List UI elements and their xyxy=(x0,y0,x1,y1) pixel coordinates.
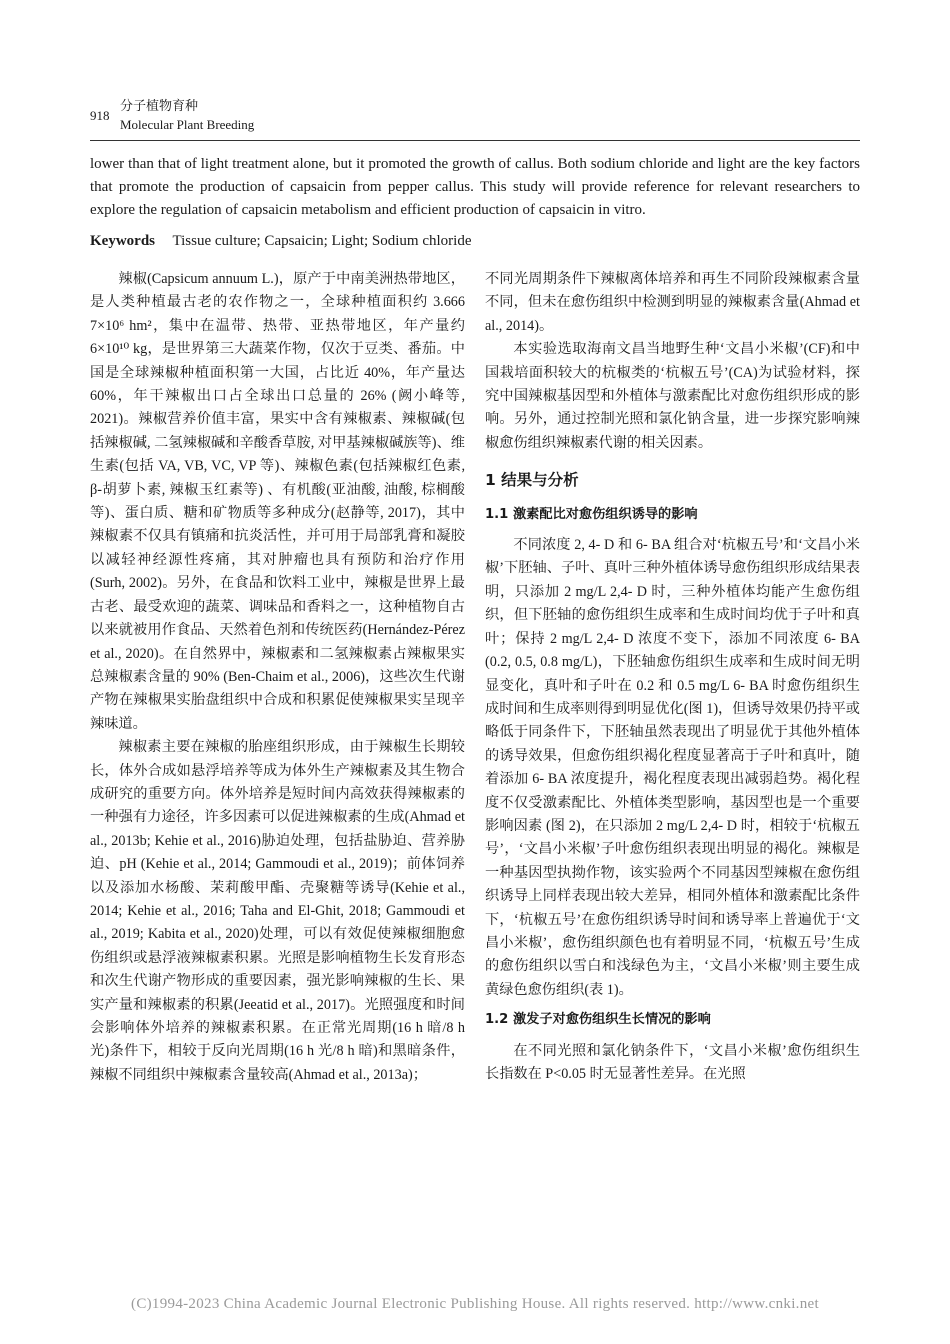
keywords-text: Tissue culture; Capsaicin; Light; Sodium chloride xyxy=(172,233,472,249)
paragraph: 辣椒(Capsicum annuum L.)，原产于中南美洲热带地区，是人类种植最古老的农作物之一，全球种植面积约 3.666 7×10⁶ hm²，集中在温带、热带、亚热带地区，年产量约 6×10¹⁰ kg，是世界第三大蔬菜作物，仅次于豆类、番茄。中国是全球辣椒种植面积第一大国，占比近 40%，年产量达 60%，年干辣椒出口占全球出口总量的 26% (阙小峰等, 2021)。辣椒营养价值丰富，果实中含有辣椒素、辣椒碱(包括辣椒碱, 二氢辣椒碱和辛酸香草胺, 对甲基辣椒碱族等)、维生素(包括 VA, VB, VC, VP 等)、辣椒色素(包括辣椒红色素, β-胡萝卜素, 辣椒玉红素等) 、有机酸(亚油酸, 油酸, 棕榈酸等)、蛋白质、糖和矿物质等多种成分(赵静等, 2017)，其中辣椒素不仅具有镇痛和抗炎活性，并可用于局部乳膏和凝胶以减轻神经源性疼痛，其对肿瘤也具有预防和治疗作用(Surh, 2002)。另外，在食品和饮料工业中，辣椒是世界上最古老、最受欢迎的蔬菜、调味品和香料之一，这种植物自古以来就被用作食品、天然着色剂和传统医药(Hernández-Pérez et al., 2020)。在自然界中，辣椒素和二氢辣椒素占辣椒果实总辣椒素含量的 90% (Ben-Chaim et al., 2006)，这些次生代谢产物在辣椒果实胎盘组织中合成和积累促使辣椒果实呈现辛辣味道。 xyxy=(90,271,465,732)
journal-title-en: Molecular Plant Breeding xyxy=(120,117,255,132)
page-number: 918 xyxy=(90,108,110,123)
journal-title xyxy=(120,96,254,134)
copyright-footer: (C)1994-2023 China Academic Journal Electronic Publishing House. All rights reserved. http://www.cnki.net xyxy=(131,1296,819,1312)
keywords-label: Keywords xyxy=(90,233,155,249)
subsection-heading: 1.1 激素配比对愈伤组织诱导的影响 xyxy=(485,506,698,522)
abstract-tail: lower than that of light treatment alone, but it promoted the growth of callus. Both sodium chloride and light are the key factors that promote the production of capsaicin from pepper callus. This study will provide reference for relevant researchers to explore the regulation of capsaicin metabolism and efficient production of capsaicin in vitro. xyxy=(90,156,860,218)
journal-title-cn: 分子植物育种 xyxy=(120,98,199,113)
left-column xyxy=(90,268,465,1087)
paragraph: 辣椒素主要在辣椒的胎座组织形成，由于辣椒生长期较长，体外合成如悬浮培养等成为体外生产辣椒素及其生物合成研究的重要方向。体外培养是短时间内高效获得辣椒素的一种强有力途径，许多因素可以促进辣椒素的生成(Ahmad et al., 2013b; Kehie et al., 2016)胁迫处理，包括盐胁迫、营养胁迫、pH (Kehie et al., 2014; Gammoudi et al., 2019)；前体饲养以及添加水杨酸、茉莉酸甲酯、壳聚糖等诱导(Kehie et al., 2014; Kehie et al., 2016; Taha and El-Ghit, 2018; Gammoudi et al., 2019; Kabita et al., 2020)处理，可以有效促使辣椒细胞愈伤组织或悬浮液辣椒素积累。光照是影响植物生长发育形态和次生代谢产物形成的重要因素，强光影响辣椒的生长、果实产量和辣椒素的积累(Jeeatid et al., 2017)。光照强度和时间会影响体外培养的辣椒素积累。在正常光周期(16 h 暗/8 h 光)条件下，相较于反向光周期(16 h 光/8 h 暗)和黑暗条件，辣椒不同组织中辣椒素含量较高(Ahmad et al., 2013a)； xyxy=(90,739,465,1083)
header-rule xyxy=(90,140,860,141)
paragraph: 在不同光照和氯化钠条件下，‘文昌小米椒’愈伤组织生长指数在 P<0.05 时无显著性差异。在光照 xyxy=(485,1042,860,1082)
section-heading: 1 结果与分析 xyxy=(485,471,579,490)
paragraph: 不同光周期条件下辣椒离体培养和再生不同阶段辣椒素含量不同，但未在愈伤组织中检测到明显的辣椒素含量(Ahmad et al., 2014)。 xyxy=(485,271,860,334)
subsection-heading: 1.2 激发子对愈伤组织生长情况的影响 xyxy=(485,1012,711,1028)
keywords xyxy=(90,230,860,253)
paragraph: 不同浓度 2, 4- D 和 6- BA 组合对‘杭椒五号’和‘文昌小米椒’下胚轴、子叶、真叶三种外植体诱导愈伤组织形成结果表明，只添加 2 mg/L 2,4- D 时，三种外植体均能产生愈伤组织，但下胚轴的愈伤组织生成率和生成时间均优于子叶和真叶；保持 2 mg/L 2,4- D 浓度不变下，添加不同浓度 6- BA (0.2, 0.5, 0.8 mg/L)，下胚轴愈伤组织生成率和生成时间无明显变化，真叶和子叶在 0.2 和 0.5 mg/L 6- BA 时愈伤组织生成时间和生成率则得到明显优化(图 1)，但诱导效果仍持平或略低于同条件下，下胚轴虽然表现出了明显优于其他外植体的诱导效果，但愈伤组织褐化程度显著高于子叶和真叶，随着添加 6- BA 浓度提升，褐化程度表现出减弱趋势。褐化程度不仅受激素配比、外植体类型影响，基因型也是一个重要影响因素 (图 2)，在只添加 2 mg/L 2,4- D 时，相较于‘杭椒五号’，‘文昌小米椒’子叶愈伤组织表现出明显的褐化。辣椒是一种基因型执拗作物，该实验两个不同基因型辣椒在愈伤组织诱导上同样表现出较大差异，相同外植体和激素配比条件下，‘杭椒五号’在愈伤组织诱导时间和诱导率上普遍优于‘文昌小米椒’，愈伤组织颜色也有着明显不同，‘杭椒五号’生成的愈伤组织以雪白和浅绿色为主，‘文昌小米椒’则主要生成黄绿色愈伤组织(表 1)。 xyxy=(485,537,860,998)
paragraph: 本实验选取海南文昌当地野生种‘文昌小米椒’(CF)和中国栽培面积较大的杭椒类的‘杭椒五号’(CA)为试验材料，探究中国辣椒基因型和外植体与激素配比对愈伤组织形成的影响。另外，通过控制光照和氯化钠含量，进一步探究影响辣椒愈伤组织辣椒素代谢的相关因素。 xyxy=(485,341,860,451)
right-column xyxy=(485,268,860,1086)
